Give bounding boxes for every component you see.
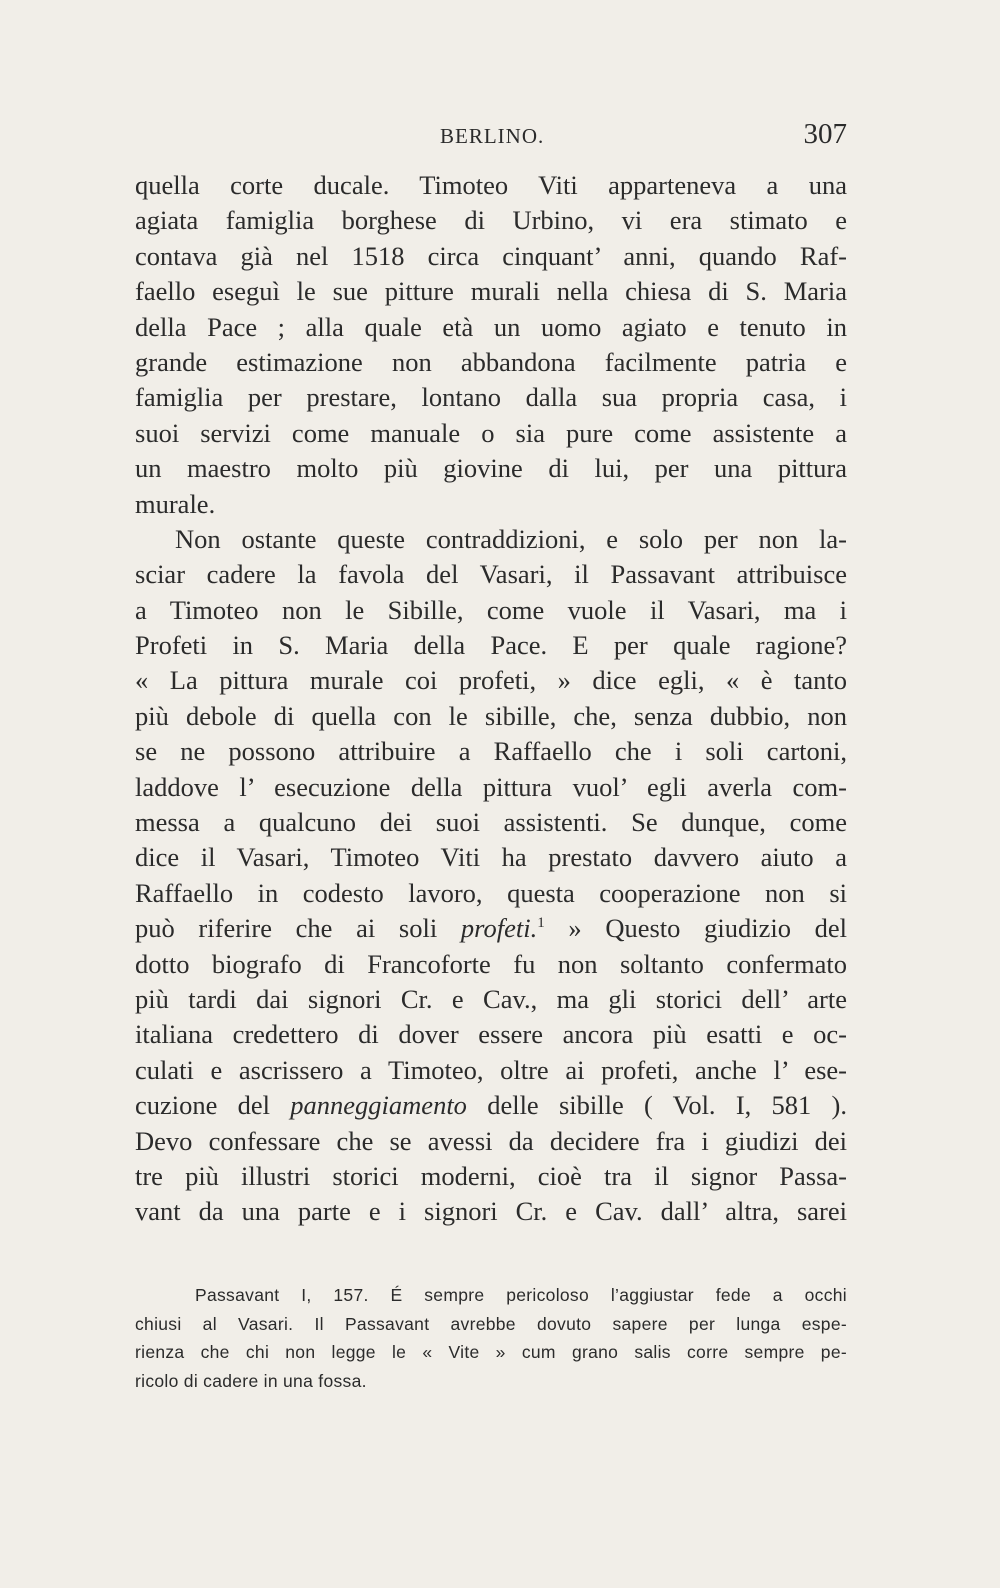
text-line: messa a qualcuno dei suoi assistenti. Se dunque, come xyxy=(135,807,847,838)
text-line: contava già nel 1518 circa cinquant’ anni, quando Raf- xyxy=(135,240,847,271)
text-line: faello eseguì le sue pitture murali nella chiesa di S. Maria xyxy=(135,276,847,307)
italic-term: profeti. xyxy=(460,913,538,944)
text-line: dice il Vasari, Timoteo Viti ha prestato davvero aiuto a xyxy=(135,842,847,873)
text-line: dotto biografo di Francoforte fu non soltanto confermato xyxy=(135,948,847,979)
footnote xyxy=(135,1281,847,1395)
text-line: italiana credettero di dover essere ancora più esatti e oc- xyxy=(135,1019,847,1050)
footnote-line: ricolo di cadere in una fossa. xyxy=(135,1370,367,1391)
footnote-line: chiusi al Vasari. Il Passavant avrebbe dovuto sapere per lunga espe- xyxy=(135,1313,847,1334)
text-line: laddove l’ esecuzione della pittura vuol’ egli averla com- xyxy=(135,771,847,802)
text-line: a Timoteo non le Sibille, come vuole il Vasari, ma i xyxy=(135,594,847,625)
text-line: della Pace ; alla quale età un uomo agiato e tenuto in xyxy=(135,311,847,342)
italic-term: panneggiamento xyxy=(290,1090,467,1121)
text-line: quella corte ducale. Timoteo Viti apparteneva a una xyxy=(135,170,847,200)
text-line: suoi servizi come manuale o sia pure come assistente a xyxy=(135,417,847,448)
text-segment: » Questo giudizio del xyxy=(544,913,847,944)
text-line: famiglia per prestare, lontano dalla sua propria casa, i xyxy=(135,382,847,413)
footnote-line: Passavant I, 157. É sempre pericoloso l’aggiustar fede a occhi xyxy=(195,1285,847,1305)
footnote-marker: 1 xyxy=(537,915,545,932)
text-line: più tardi dai signori Cr. e Cav., ma gli storici dell’ arte xyxy=(135,983,847,1014)
text-segment: può riferire che ai soli xyxy=(135,913,461,944)
text-line: più debole di quella con le sibille, che, senza dubbio, non xyxy=(135,700,847,731)
main-text xyxy=(135,168,847,1230)
text-segment: cuzione del xyxy=(135,1090,291,1121)
text-line: « La pittura murale coi profeti, » dice egli, « è tanto xyxy=(135,665,847,696)
text-line: se ne possono attribuire a Raffaello che i soli cartoni, xyxy=(135,736,847,767)
text-line xyxy=(135,911,847,946)
text-line xyxy=(135,1088,847,1123)
text-line: un maestro molto più giovine di lui, per una pittura xyxy=(135,453,847,484)
running-title: BERLINO. xyxy=(440,124,545,148)
text-line: vant da una parte e i signori Cr. e Cav. dall’ altra, sarei xyxy=(135,1196,847,1227)
page-header xyxy=(135,118,847,158)
text-line: Profeti in S. Maria della Pace. E per quale ragione? xyxy=(135,630,847,661)
text-line: culati e ascrissero a Timoteo, oltre ai profeti, anche l’ ese- xyxy=(135,1054,847,1085)
text-line: murale. xyxy=(135,488,216,519)
text-line: Devo confessare che se avessi da decidere fra i giudizi dei xyxy=(135,1125,847,1156)
text-segment: delle sibille ( Vol. I, 581 ). xyxy=(466,1090,847,1121)
page-number: 307 xyxy=(803,118,847,150)
text-line: agiata famiglia borghese di Urbino, vi era stimato e xyxy=(135,205,847,236)
footnote-line: rienza che chi non legge le « Vite » cum grano salis corre sempre pe- xyxy=(135,1342,847,1362)
text-line: tre più illustri storici moderni, cioè tra il signor Passa- xyxy=(135,1160,847,1191)
text-line: sciar cadere la favola del Vasari, il Passavant attribuisce xyxy=(135,559,847,590)
text-line: Non ostante queste contraddizioni, e solo per non la- xyxy=(175,523,847,554)
text-line: grande estimazione non abbandona facilmente patria e xyxy=(135,346,847,377)
text-line: Raffaello in codesto lavoro, questa cooperazione non si xyxy=(135,877,847,908)
